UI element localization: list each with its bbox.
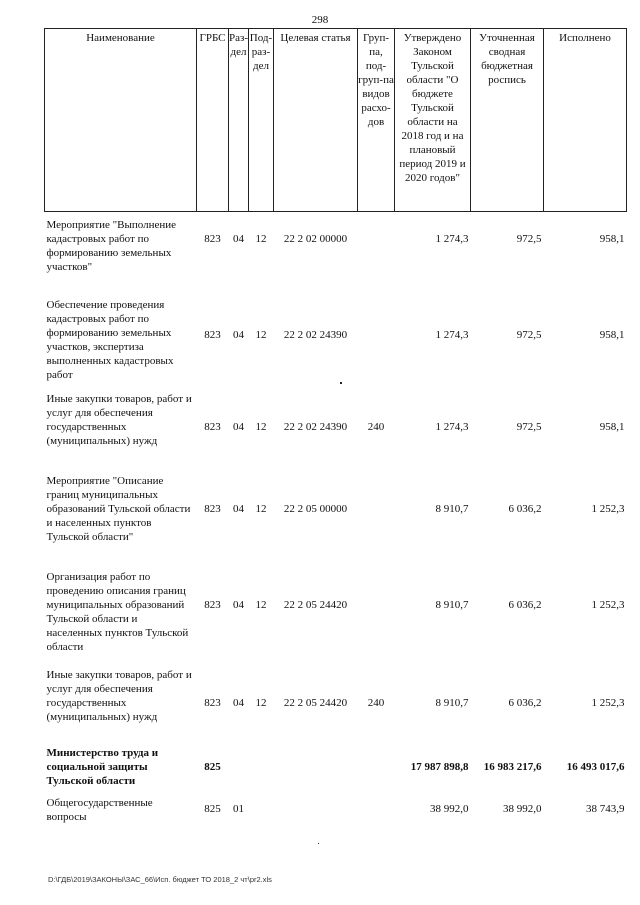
- row-approved: 38 992,0: [430, 802, 469, 815]
- row-grbs: 823: [204, 696, 221, 709]
- col-header-group: Груп-па, под-груп-па видов расхо-дов: [358, 29, 395, 212]
- table-row: [45, 794, 627, 828]
- col-header-razdel: Раз-дел: [229, 29, 249, 212]
- col-header-target: Целевая статья: [274, 29, 358, 212]
- row-target: 22 2 02 00000: [283, 233, 348, 245]
- row-refined: 16 983 217,6: [483, 760, 542, 773]
- row-razdel: 04: [233, 420, 244, 433]
- row-executed: 958,1: [599, 420, 625, 433]
- table-row: [45, 294, 627, 390]
- row-name: Иные закупки товаров, работ и услуг для обеспечения государственных (муниципальных) нужд: [46, 392, 192, 447]
- row-approved: 1 274,3: [435, 328, 469, 341]
- row-name: Министерство труда и социальной защиты Тульской области: [46, 746, 159, 787]
- row-grbs: 825: [204, 760, 221, 773]
- row-target: 22 2 05 24420: [283, 598, 348, 611]
- row-refined: 972,5: [516, 420, 542, 433]
- row-group: 240: [367, 696, 385, 709]
- row-podrazdel: [249, 794, 274, 828]
- row-executed: 1 252,3: [591, 598, 625, 611]
- row-name: Мероприятие "Описание границ муниципальных образований Тульской области и населенных пунктов Тульской области": [46, 474, 191, 543]
- row-razdel: 01: [233, 802, 244, 815]
- row-target: [274, 746, 358, 794]
- scan-speck: [318, 843, 319, 844]
- row-grbs: 823: [204, 598, 221, 611]
- row-refined: 38 992,0: [503, 802, 542, 815]
- row-refined: 972,5: [516, 233, 542, 245]
- col-header-executed: Исполнено: [544, 29, 627, 212]
- row-group: [358, 212, 395, 294]
- table-header-row: [45, 29, 627, 212]
- row-name: Обеспечение проведения кадастровых работ по формированию земельных участков, экспертиза выполненных кадастровых работ: [46, 298, 174, 381]
- col-header-name: Наименование: [45, 29, 197, 212]
- row-target: 22 2 02 24390: [283, 420, 348, 433]
- row-razdel: 04: [233, 233, 244, 245]
- row-approved: 8 910,7: [435, 598, 469, 611]
- row-target: 22 2 05 00000: [283, 502, 348, 515]
- row-podrazdel: 12: [255, 598, 267, 611]
- row-group: [358, 568, 395, 668]
- row-podrazdel: [249, 746, 274, 794]
- page-number: 298: [311, 14, 329, 26]
- row-approved: 17 987 898,8: [410, 760, 469, 773]
- row-razdel: [229, 746, 249, 794]
- footer-file-path: D:\ГДБ\2019\ЗАКОНЫ\ЗАС_66\Исп. бюджет ТО 2018_2 чт\pr2.xls: [48, 875, 272, 884]
- table-row: [45, 474, 627, 568]
- row-group: [358, 294, 395, 390]
- row-target: [274, 794, 358, 828]
- row-podrazdel: 12: [255, 233, 267, 245]
- row-refined: 6 036,2: [508, 502, 542, 515]
- col-header-grbs: ГРБС: [197, 29, 229, 212]
- row-name: Мероприятие "Выполнение кадастровых работ по формированию земельных участков": [46, 219, 177, 273]
- row-group: 240: [367, 420, 385, 433]
- scan-speck: [340, 382, 342, 384]
- row-razdel: 04: [233, 328, 244, 341]
- row-executed: 16 493 017,6: [566, 760, 625, 773]
- row-podrazdel: 12: [255, 696, 267, 709]
- budget-execution-table: [44, 28, 627, 828]
- col-header-refined: Уточненная сводная бюджетная роспись: [471, 29, 544, 212]
- row-executed: 38 743,9: [586, 802, 625, 815]
- row-grbs: 823: [204, 502, 221, 515]
- row-razdel: 04: [233, 598, 244, 611]
- row-grbs: 823: [204, 233, 221, 245]
- row-podrazdel: 12: [255, 502, 267, 515]
- row-target: 22 2 05 24420: [283, 696, 348, 709]
- row-podrazdel: 12: [255, 420, 267, 433]
- row-approved: 1 274,3: [435, 420, 469, 433]
- row-name: Общегосударственные вопросы: [46, 796, 153, 823]
- row-approved: 1 274,3: [435, 233, 469, 245]
- row-podrazdel: 12: [255, 328, 267, 341]
- row-grbs: 823: [204, 328, 221, 341]
- row-refined: 972,5: [516, 328, 542, 341]
- row-executed: 1 252,3: [591, 502, 625, 515]
- row-name: Иные закупки товаров, работ и услуг для обеспечения государственных (муниципальных) нужд: [46, 668, 192, 723]
- row-executed: 958,1: [599, 233, 625, 245]
- row-razdel: 04: [233, 696, 244, 709]
- row-grbs: 825: [204, 802, 221, 815]
- row-group: [358, 474, 395, 568]
- row-name: Организация работ по проведению описания границ муниципальных образований Тульской области и населенных пунктов Тульской области: [46, 570, 189, 653]
- table-row: [45, 390, 627, 474]
- row-approved: 8 910,7: [435, 502, 469, 515]
- col-header-podrazdel: Под-раз-дел: [249, 29, 274, 212]
- table-row: [45, 746, 627, 794]
- row-target: 22 2 02 24390: [283, 328, 348, 341]
- row-group: [358, 794, 395, 828]
- table-row: [45, 568, 627, 668]
- row-group: [358, 746, 395, 794]
- row-approved: 8 910,7: [435, 696, 469, 709]
- row-razdel: 04: [233, 502, 244, 515]
- row-grbs: 823: [204, 420, 221, 433]
- row-executed: 1 252,3: [591, 696, 625, 709]
- row-refined: 6 036,2: [508, 696, 542, 709]
- row-executed: 958,1: [599, 328, 625, 341]
- table-row: [45, 668, 627, 746]
- table-row: [45, 212, 627, 294]
- row-refined: 6 036,2: [508, 598, 542, 611]
- col-header-approved: Утверждено Законом Тульской области "О бюджете Тульской области на 2018 год и на плановый период 2019 и 2020 годов": [395, 29, 471, 212]
